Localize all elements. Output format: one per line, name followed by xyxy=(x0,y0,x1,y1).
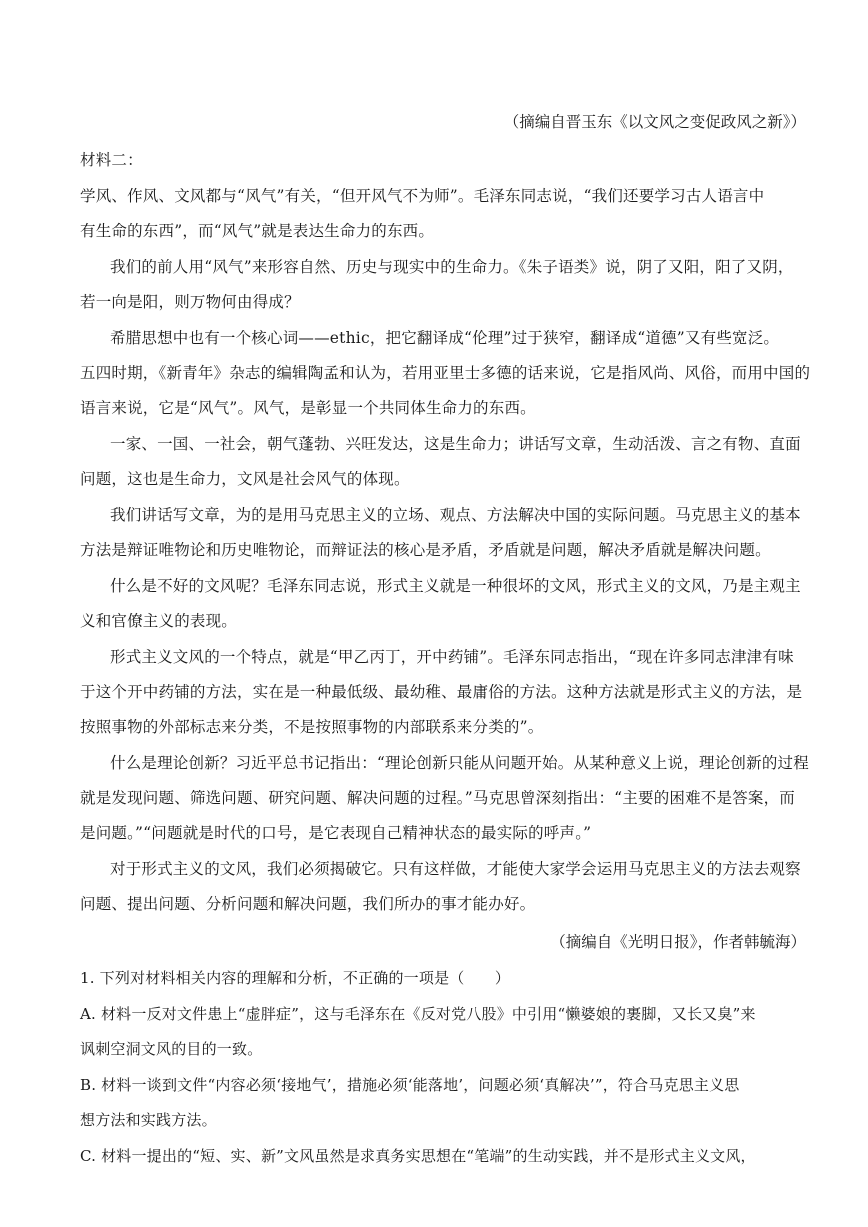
source-citation-2: （摘编自《光明日报》，作者韩毓海） xyxy=(550,933,806,951)
paragraph-line: 问题、提出问题、分析问题和解决问题，我们所办的事才能办好。 xyxy=(80,895,536,913)
paragraph-line: 问题，这也是生命力，文风是社会风气的体现。 xyxy=(80,470,410,488)
paragraph-line: 方法是辩证唯物论和历史唯物论，而辩证法的核心是矛盾，矛盾就是问题，解决矛盾就是解决问题。 xyxy=(80,541,771,559)
source-citation-1: （摘编自晋玉东《以文风之变促政风之新》） xyxy=(503,113,806,131)
option-c-line: C. 材料一提出的“短、实、新”文风虽然是求真务实思想在“笔端”的生动实践，并不是形式主义文风， xyxy=(80,1147,756,1165)
paragraph-line: 若一向是阳，则万物何由得成？ xyxy=(80,293,300,311)
paragraph-line: 对于形式主义的文风，我们必须揭破它。只有这样做，才能使大家学会运用马克思主义的方法去观察 xyxy=(110,860,801,878)
option-a-line: 讽刺空洞文风的目的一致。 xyxy=(80,1040,263,1058)
paragraph-line: 五四时期，《新青年》杂志的编辑陶孟和认为，若用亚里士多德的话来说，它是指风尚、风俗，而用中国的 xyxy=(80,364,811,382)
paragraph-line: 义和官僚主义的表现。 xyxy=(80,612,238,630)
option-a-line: A. 材料一反对文件患上“虚胖症”，这与毛泽东在《反对党八股》中引用“懒婆娘的裹脚，又长又臭”来 xyxy=(80,1005,756,1023)
paragraph-line: 形式主义文风的一个特点，就是“甲乙丙丁，开中药铺”。毛泽东同志指出，“现在许多同志津津有味 xyxy=(110,648,794,666)
option-b-line: 想方法和实践方法。 xyxy=(80,1111,217,1129)
paragraph-line: 于这个开中药铺的方法，实在是一种最低级、最幼稚、最庸俗的方法。这种方法就是形式主义的方法，是 xyxy=(80,683,803,701)
material-2-label: 材料二： xyxy=(80,151,143,169)
paragraph-line: 一家、一国、一社会，朝气蓬勃、兴旺发达，这是生命力；讲话写文章，生动活泼、言之有物、直面 xyxy=(110,435,801,453)
paragraph-line: 我们讲话写文章，为的是用马克思主义的立场、观点、方法解决中国的实际问题。马克思主义的基本 xyxy=(110,506,801,524)
paragraph-line: 我们的前人用“风气”来形容自然、历史与现实中的生命力。《朱子语类》说，阴了又阳，阳了又阴， xyxy=(110,258,794,276)
paragraph-line: 希腊思想中也有一个核心词——ethic，把它翻译成“伦理”过于狭窄，翻译成“道德”又有些宽泛。 xyxy=(110,329,780,347)
paragraph-line: 是问题。”“问题就是时代的口号，是它表现自己精神状态的最实际的呼声。” xyxy=(80,824,592,842)
paragraph-line: 有生命的东西”，而“风气”就是表达生命力的东西。 xyxy=(80,222,435,240)
paragraph-line: 按照事物的外部标志来分类，不是按照事物的内部联系来分类的”。 xyxy=(80,718,544,736)
paragraph-line: 什么是不好的文风呢？毛泽东同志说，形式主义就是一种很坏的文风，形式主义的文风，乃是主观主 xyxy=(110,577,801,595)
paragraph-line: 语言来说，它是“风气”。风气，是彰显一个共同体生命力的东西。 xyxy=(80,399,536,417)
paragraph-line: 什么是理论创新？习近平总书记指出：“理论创新只能从问题开始。从某种意义上说，理论创新的过程 xyxy=(110,754,809,772)
question-stem: 1. 下列对材料相关内容的理解和分析，不正确的一项是（ ） xyxy=(80,969,511,987)
option-b-line: B. 材料一谈到文件“内容必须‘接地气’，措施必须‘能落地’，问题必须‘真解决’”，符合马克思主义思 xyxy=(80,1076,740,1094)
paragraph-line: 学风、作风、文风都与“风气”有关，“但开风气不为师”。毛泽东同志说，“我们还要学习古人语言中 xyxy=(80,187,765,205)
paragraph-line: 就是发现问题、筛选问题、研究问题、解决问题的过程。”马克思曾深刻指出：“主要的困难不是答案，而 xyxy=(80,789,796,807)
